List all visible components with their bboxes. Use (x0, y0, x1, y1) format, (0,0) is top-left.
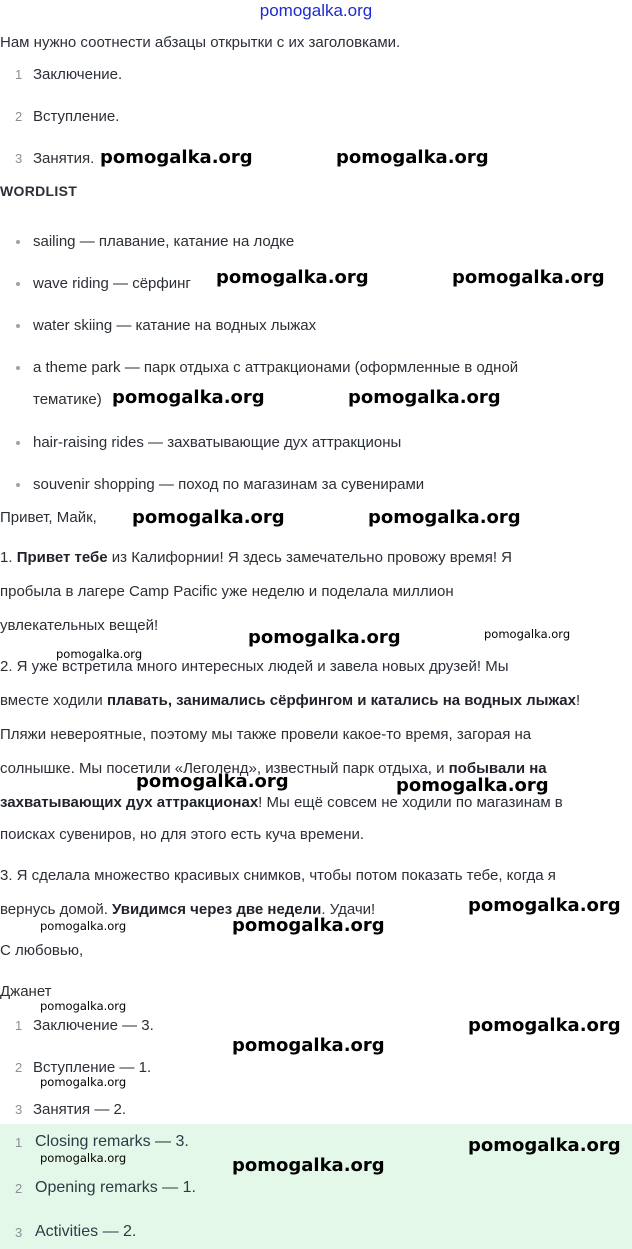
list-item: wave riding — сёрфинг (33, 275, 191, 292)
list-item: Занятия. (33, 150, 95, 167)
bullet-icon (16, 282, 20, 286)
list-number: 3 (15, 151, 23, 166)
text-line: 2. Я уже встретила много интересных людей и завела новых друзей! Мы (0, 658, 509, 675)
watermark: pomogalka.org (100, 147, 253, 168)
letter-closing: С любовью, (0, 942, 84, 959)
text-line: поисках сувениров, но для этого есть куча времени. (0, 826, 365, 843)
list-item: hair-raising rides — захватывающие дух аттракционы (33, 434, 402, 451)
list-number: 2 (15, 1181, 23, 1196)
text-line: пробыла в лагере Camp Pacific уже неделю и поделала миллион (0, 583, 454, 600)
list-item: Вступление — 1. (33, 1059, 152, 1076)
bold-phrase: Привет тебе (16, 549, 108, 566)
list-item: Занятия — 2. (33, 1101, 127, 1118)
text-line: увлекательных вещей! (0, 617, 159, 634)
bullet-icon (16, 483, 20, 487)
watermark: pomogalka.org (232, 1035, 385, 1056)
text-fragment: вместе ходили (0, 692, 107, 709)
bold-phrase: захватывающих дух аттракционах (0, 794, 259, 811)
letter-signature: Джанет (0, 983, 52, 1000)
text-line: Пляжи невероятные, поэтому мы также провели какое-то время, загорая на (0, 726, 532, 743)
text-line: 3. Я сделала множество красивых снимков, чтобы потом показать тебе, когда я (0, 867, 556, 884)
watermark: pomogalka.org (368, 507, 521, 528)
list-item-continuation: тематике) (33, 391, 102, 408)
watermark: pomogalka.org (40, 1151, 127, 1165)
text-line (0, 692, 580, 709)
list-item: Opening remarks — 1. (35, 1179, 196, 1196)
list-item: souvenir shopping — поход по магазинам за сувенирами (33, 476, 425, 493)
watermark: pomogalka.org (484, 627, 571, 641)
bullet-icon (16, 441, 20, 445)
watermark: pomogalka.org (348, 387, 501, 408)
list-item: Activities — 2. (35, 1223, 137, 1240)
site-header-link[interactable]: pomogalka.org (259, 1, 373, 20)
list-number: 2 (15, 109, 23, 124)
list-item: Заключение — 3. (33, 1017, 154, 1034)
watermark: pomogalka.org (40, 999, 127, 1013)
bullet-icon (16, 240, 20, 244)
list-number: 1 (15, 1018, 23, 1033)
list-number: 1 (15, 1135, 23, 1150)
text-fragment: вернусь домой. (0, 901, 113, 918)
list-number: 3 (15, 1225, 23, 1240)
text-line (0, 794, 563, 811)
watermark: pomogalka.org (40, 1075, 127, 1089)
list-item: Closing remarks — 3. (35, 1133, 189, 1150)
text-fragment: . Удачи! (321, 901, 376, 918)
text-fragment: солнышке. Мы посетили «Леголенд», известный парк отдыха, и (0, 760, 449, 777)
text-fragment: из Калифорнии! Я здесь замечательно провожу время! Я (107, 549, 512, 566)
watermark: pomogalka.org (468, 1015, 621, 1036)
task-intro: Нам нужно соотнести абзацы открытки с их заголовками. (0, 34, 401, 51)
bold-phrase: побывали на (448, 760, 547, 777)
watermark: pomogalka.org (136, 771, 289, 792)
watermark: pomogalka.org (40, 919, 127, 933)
letter-greeting: Привет, Майк, (0, 509, 97, 526)
text-fragment: ! (576, 692, 581, 709)
list-number: 2 (15, 1060, 23, 1075)
bullet-icon (16, 366, 20, 370)
bold-phrase: плавать, занимались сёрфингом и катались на водных лыжах (106, 692, 576, 709)
wordlist-heading: WORDLIST (0, 183, 78, 199)
bullet-icon (16, 324, 20, 328)
watermark: pomogalka.org (56, 647, 143, 661)
text-fragment: ! Мы ещё совсем не ходили по магазинам в (258, 794, 563, 811)
list-number: 1 (15, 67, 23, 82)
watermark: pomogalka.org (232, 1155, 385, 1176)
watermark: pomogalka.org (336, 147, 489, 168)
watermark: pomogalka.org (468, 895, 621, 916)
list-item: Вступление. (33, 108, 120, 125)
watermark: pomogalka.org (396, 775, 549, 796)
list-item: a theme park — парк отдыха с аттракционами (оформленные в одной (33, 359, 519, 376)
bold-phrase: Увидимся через две недели (112, 901, 322, 918)
list-number: 3 (15, 1102, 23, 1117)
paragraph-number: 1. (0, 549, 17, 566)
watermark: pomogalka.org (216, 267, 369, 288)
watermark: pomogalka.org (232, 915, 385, 936)
watermark: pomogalka.org (452, 267, 605, 288)
list-item: sailing — плавание, катание на лодке (33, 233, 295, 250)
watermark: pomogalka.org (468, 1135, 621, 1156)
list-item: water skiing — катание на водных лыжах (33, 317, 317, 334)
watermark: pomogalka.org (112, 387, 265, 408)
text-line (0, 549, 512, 566)
watermark: pomogalka.org (248, 627, 401, 648)
list-item: Заключение. (33, 66, 123, 83)
watermark: pomogalka.org (132, 507, 285, 528)
